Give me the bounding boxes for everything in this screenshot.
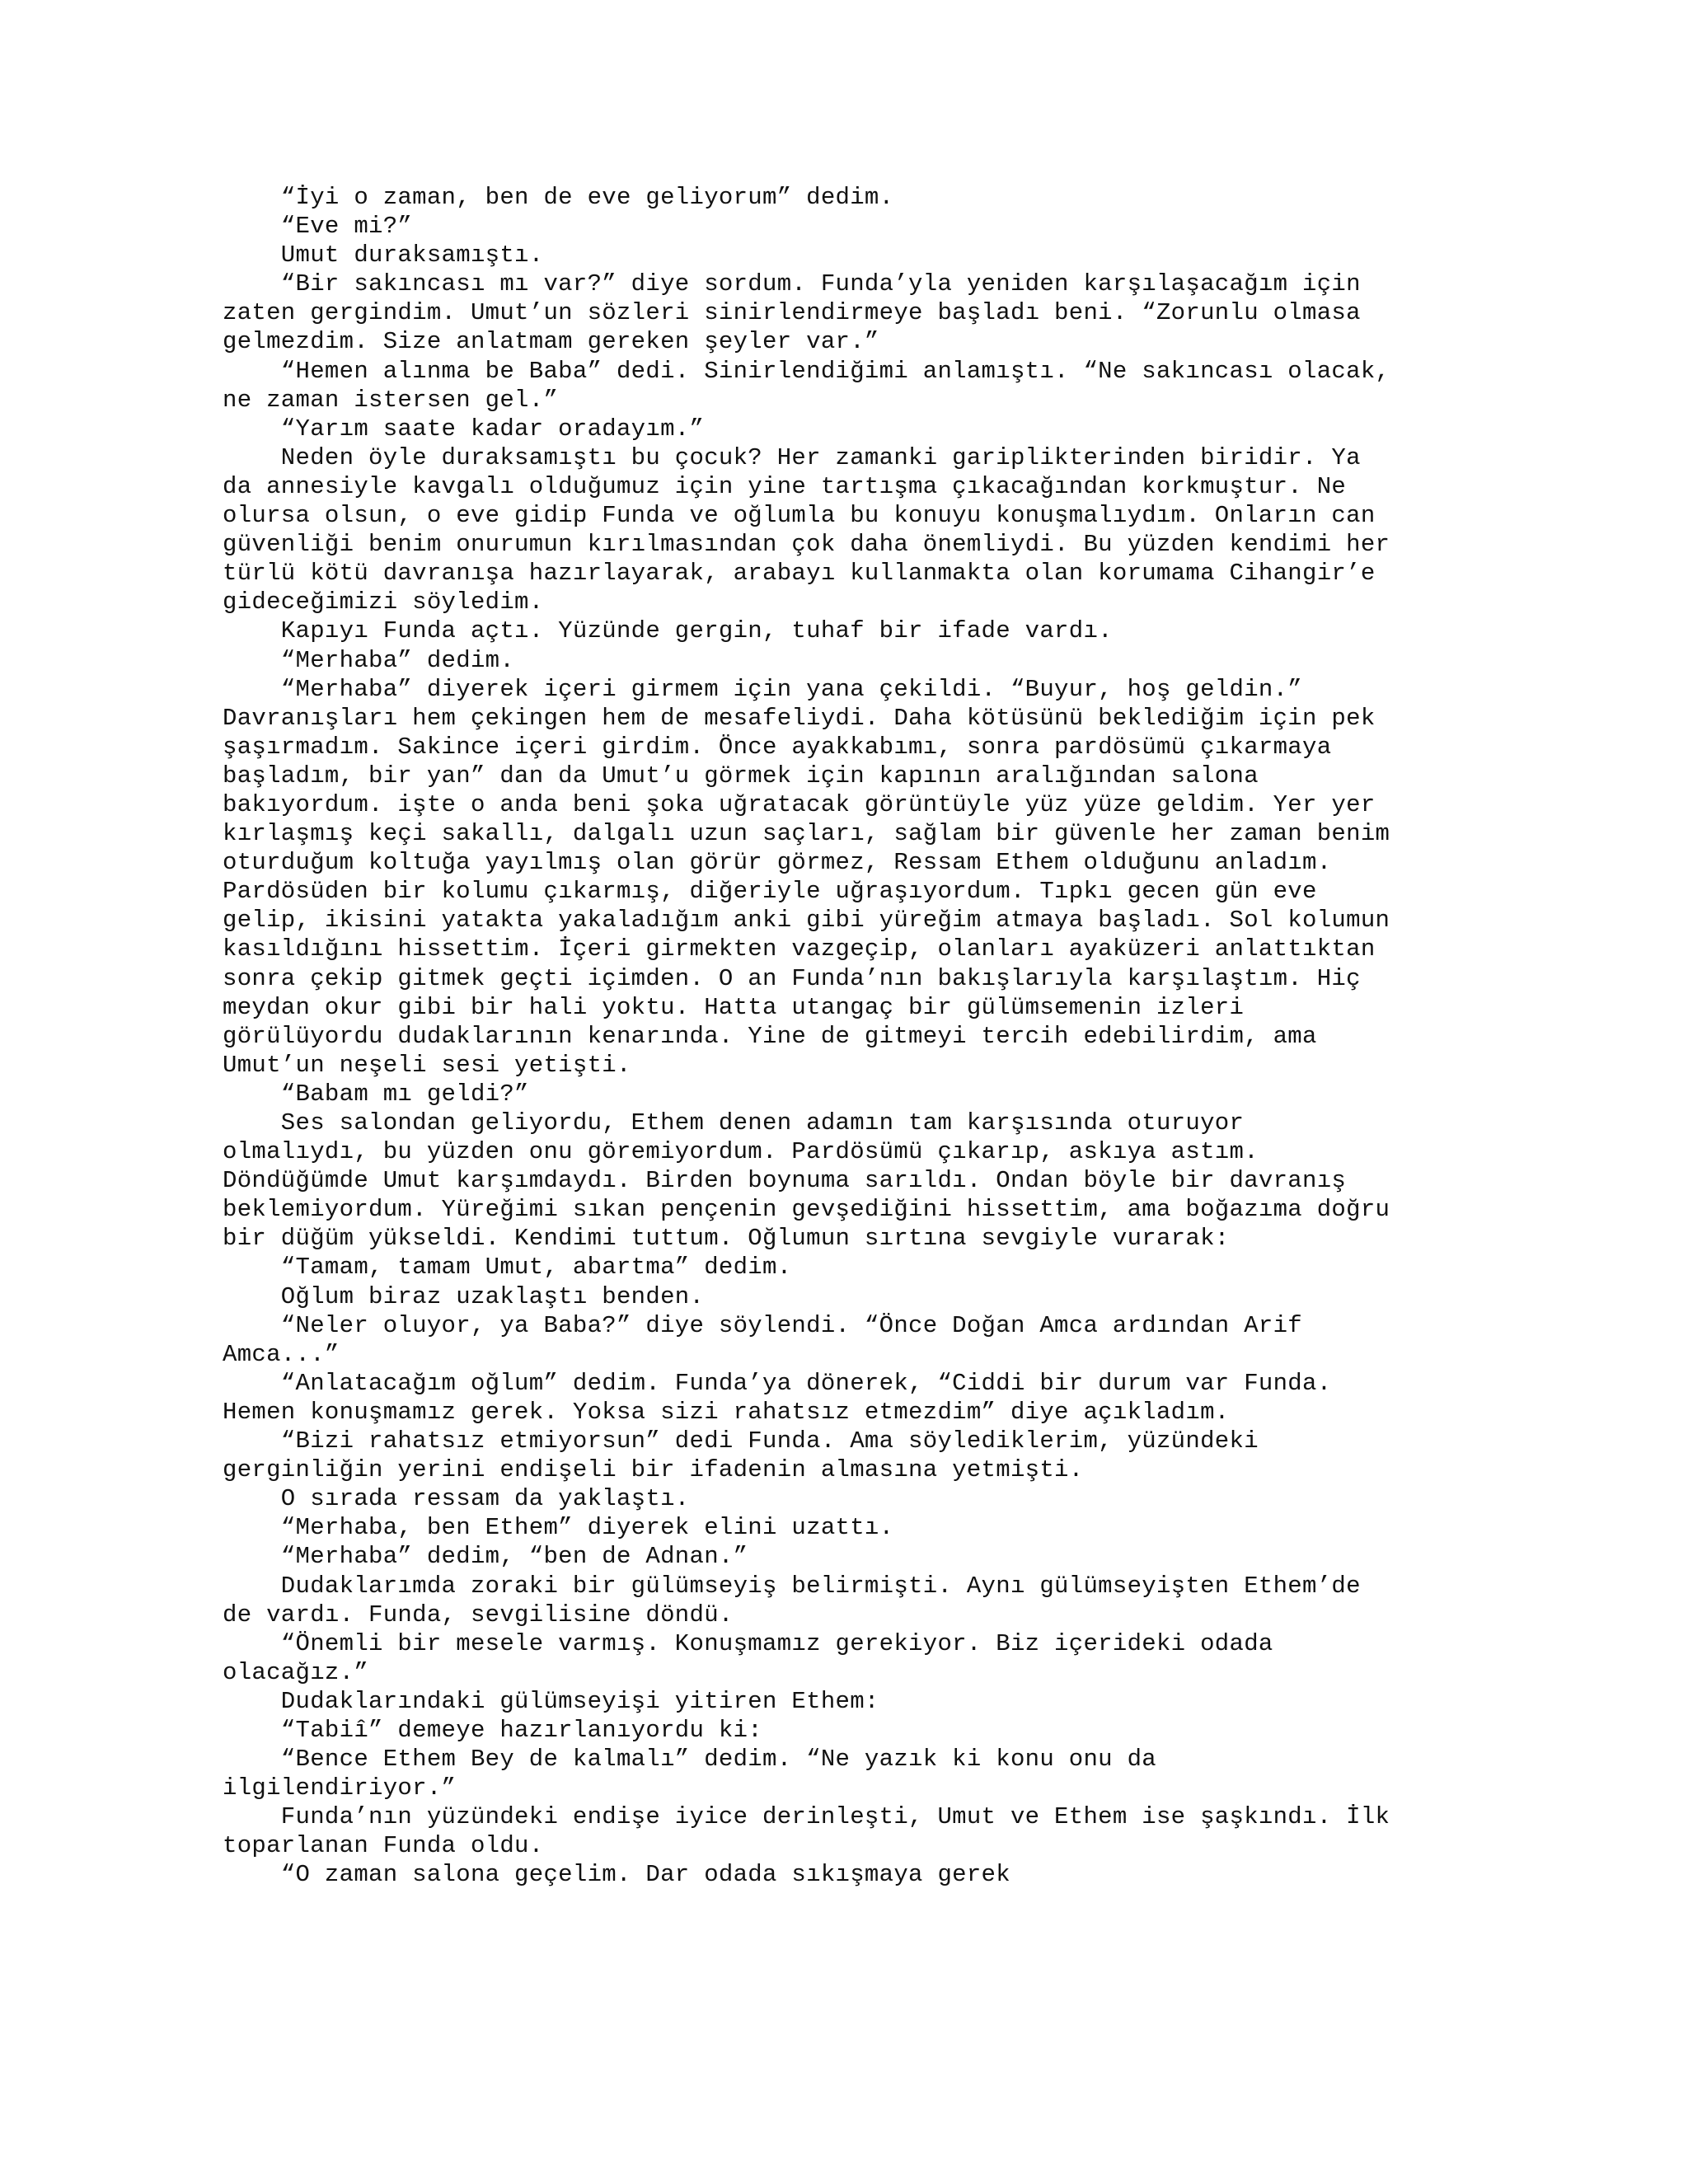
text-line: Döndüğümde Umut karşımdaydı. Birden boynuma sarıldı. Ondan böyle bir davranış [223,1167,1347,1195]
text-line: gelip, ikisini yatakta yakaladığım anki gibi yüreğim atmaya başladı. Sol kolumun [223,907,1390,935]
text-line: “Yarım saate kadar oradayım.” [223,415,705,443]
text-line: bakıyordum. işte o anda beni şoka uğratacak görüntüyle yüz yüze geldim. Yer yer [223,790,1376,818]
text-line: ilgilendiriyor.” [223,1774,457,1802]
text-line: “Önemli bir mesele varmış. Konuşmamız gerekiyor. Biz içerideki odada [223,1629,1273,1657]
text-line: “Merhaba” diyerek içeri girmem için yana çekildi. “Buyur, hoş geldin.” [223,675,1303,703]
text-line: görülüyordu dudaklarının kenarında. Yine de gitmeyi tercih edebilirdim, ama [223,1022,1317,1050]
text-line: bir düğüm yükseldi. Kendimi tuttum. Oğlumun sırtına sevgiyle vurarak: [223,1225,1230,1253]
text-line: “Neler oluyor, ya Baba?” diye söylendi. “Önce Doğan Amca ardından Arif [223,1311,1303,1339]
text-line: başladım, bir yan” dan da Umut’u görmek için kapının aralığından salona [223,762,1259,790]
text-line: Umut’un neşeli sesi yetişti. [223,1051,631,1079]
text-line: Oğlum biraz uzaklaştı benden. [223,1282,705,1310]
text-line: olmalıydı, bu yüzden onu göremiyordum. Pardösümü çıkarıp, askıya astım. [223,1138,1259,1166]
text-line: güvenliği benim onurumun kırılmasından çok daha önemliydi. Bu yüzden kendimi her [223,531,1390,559]
text-line: “Tabiî” demeye hazırlanıyordu ki: [223,1716,763,1744]
text-line: meydan okur gibi bir hali yoktu. Hatta utangaç bir gülümsemenin izleri [223,993,1245,1021]
text-line: O sırada ressam da yaklaştı. [223,1485,690,1513]
text-line: “Merhaba” dedim. [223,646,515,674]
text-line: “Bir sakıncası mı var?” diye sordum. Funda’yla yeniden karşılaşacağım için [223,270,1361,298]
text-line: Davranışları hem çekingen hem de mesafeliydi. Daha kötüsünü beklediğim için pek [223,704,1376,732]
text-line: Hemen konuşmamız gerek. Yoksa sizi rahatsız etmezdim” diye açıkladım. [223,1398,1230,1426]
text-line: olacağız.” [223,1658,369,1686]
text-line: şaşırmadım. Sakince içeri girdim. Önce ayakkabımı, sonra pardösümü çıkarmaya [223,733,1332,761]
text-line: Dudaklarındaki gülümseyişi yitiren Ethem: [223,1687,879,1715]
text-line: kırlaşmış keçi sakallı, dalgalı uzun saçları, sağlam bir güvenle her zaman benim [223,820,1390,848]
text-line: “O zaman salona geçelim. Dar odada sıkışmaya gerek [223,1861,1010,1889]
text-line: zaten gergindim. Umut’un sözleri sinirlendirmeye başladı beni. “Zorunlu olmasa [223,299,1361,327]
text-line: gideceğimizi söyledim. [223,588,544,616]
text-line: sonra çekip gitmek geçti içimden. O an Funda’nın bakışlarıyla karşılaştım. Hiç [223,964,1361,992]
text-line: türlü kötü davranışa hazırlayarak, arabayı kullanmakta olan korumama Cihangir’e [223,560,1376,588]
text-line: Funda’nın yüzündeki endişe iyice derinleşti, Umut ve Ethem ise şaşkındı. İlk [223,1803,1390,1831]
text-line: Dudaklarımda zoraki bir gülümseyiş belirmişti. Aynı gülümseyişten Ethem’de [223,1572,1361,1600]
text-line: “Eve mi?” [223,213,413,241]
text-line: de vardı. Funda, sevgilisine döndü. [223,1601,734,1629]
text-line: “İyi o zaman, ben de eve geliyorum” dedim. [223,184,894,211]
text-line: beklemiyordum. Yüreğimi sıkan pençenin gevşediğini hissettim, ama boğazıma doğru [223,1196,1390,1224]
text-line: “Bence Ethem Bey de kalmalı” dedim. “Ne yazık ki konu onu da [223,1746,1156,1774]
text-line: toparlanan Funda oldu. [223,1832,544,1860]
text-line: da annesiyle kavgalı olduğumuz için yine tartışma çıkacağından korkmuştur. Ne [223,472,1347,500]
text-line: Amca...” [223,1340,340,1368]
text-line: kasıldığını hissettim. İçeri girmekten vazgeçip, olanları ayaküzeri anlattıktan [223,935,1376,963]
text-line: Pardösüden bir kolumu çıkarmış, diğeriyle uğraşıyordum. Tıpkı gecen gün eve [223,878,1317,906]
text-line: “Tamam, tamam Umut, abartma” dedim. [223,1254,792,1282]
text-line: Ses salondan geliyordu, Ethem denen adamın tam karşısında oturuyor [223,1109,1245,1137]
text-line: oturduğum koltuğa yayılmış olan görür görmez, Ressam Ethem olduğunu anladım. [223,849,1332,877]
text-line: “Bizi rahatsız etmiyorsun” dedi Funda. Ama söylediklerim, yüzündeki [223,1427,1259,1455]
text-line: ne zaman istersen gel.” [223,386,559,414]
text-line: gelmezdim. Size anlatmam gereken şeyler var.” [223,328,879,356]
text-line: Umut duraksamıştı. [223,241,544,269]
text-line: “Merhaba” dedim, “ben de Adnan.” [223,1543,748,1571]
text-line: Kapıyı Funda açtı. Yüzünde gergin, tuhaf bir ifade vardı. [223,617,1113,645]
text-line: olursa olsun, o eve gidip Funda ve oğlumla bu konuyu konuşmalıydım. Onların can [223,502,1376,530]
text-line: “Hemen alınma be Baba” dedi. Sinirlendiğimi anlamıştı. “Ne sakıncası olacak, [223,357,1390,385]
text-line: “Merhaba, ben Ethem” diyerek elini uzattı. [223,1514,894,1542]
text-line: “Babam mı geldi?” [223,1080,529,1108]
body-text [223,183,1475,1890]
text-line: “Anlatacağım oğlum” dedim. Funda’ya dönerek, “Ciddi bir durum var Funda. [223,1369,1332,1397]
text-line: Neden öyle duraksamıştı bu çocuk? Her zamanki gariplikterinden biridir. Ya [223,443,1361,471]
text-line: gerginliğin yerini endişeli bir ifadenin almasına yetmişti. [223,1456,1084,1484]
